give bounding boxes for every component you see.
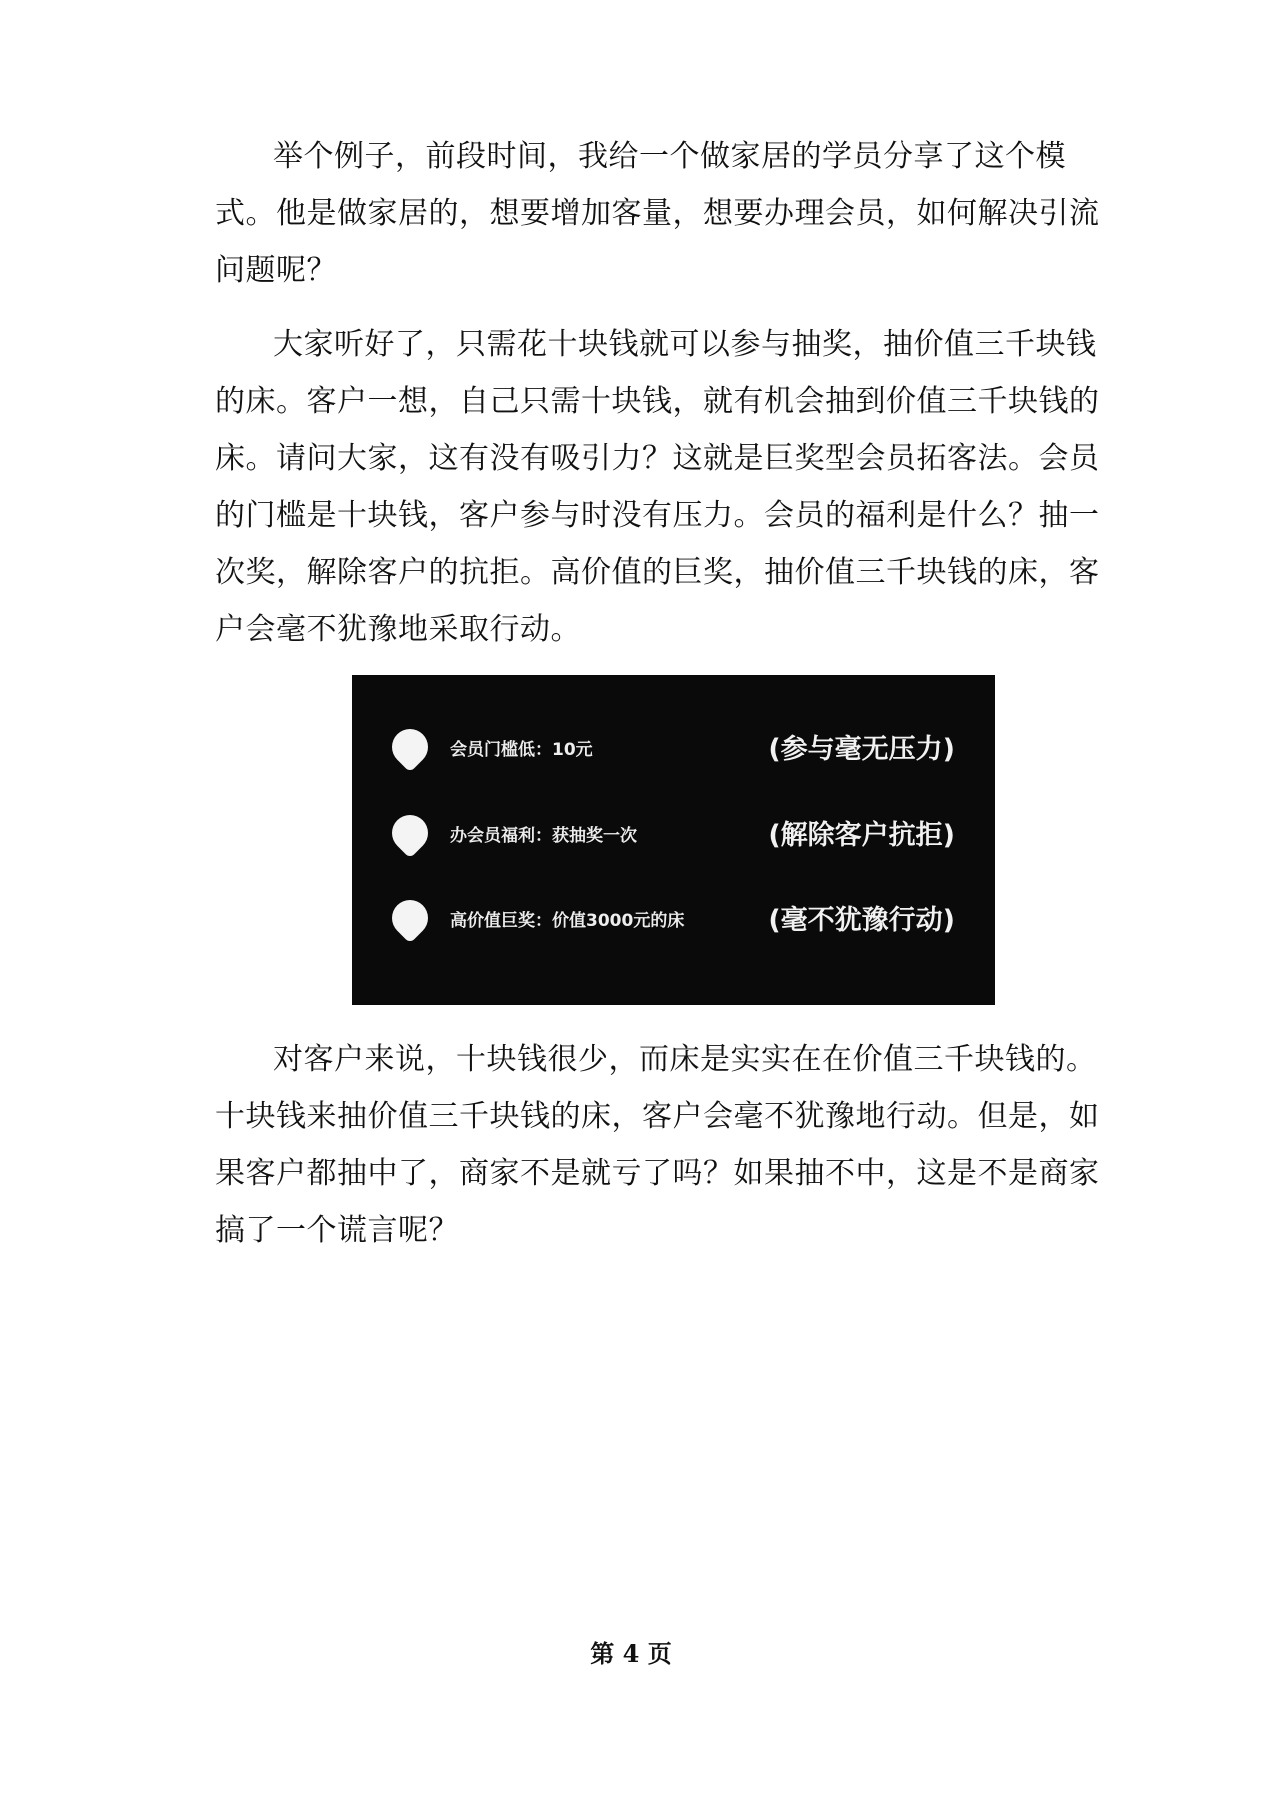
paragraph-1 [215, 128, 1100, 299]
paragraph-line: 问题呢？ [215, 253, 337, 288]
graphic-item-note: (毫不犹豫行动) [768, 905, 955, 936]
paragraph-line: 次奖，解除客户的抗拒。高价值的巨奖，抽价值三千块钱的床，客 [215, 555, 1100, 590]
graphic-item [352, 805, 995, 865]
graphic-item-text: 高价值巨奖：价值3000元的床 [450, 911, 685, 931]
graphic-item-text: 会员门槛低：10元 [450, 740, 593, 760]
graphic-item [352, 719, 995, 779]
paragraph-3 [215, 1031, 1100, 1259]
paragraph-line: 大家听好了，只需花十块钱就可以参与抽奖，抽价值三千块钱 [273, 327, 1097, 362]
bullet-badge-icon [385, 722, 436, 773]
paragraph-line: 式。他是做家居的，想要增加客量，想要办理会员，如何解决引流 [215, 196, 1100, 231]
paragraph-line: 果客户都抽中了，商家不是就亏了吗？如果抽不中，这是不是商家 [215, 1156, 1100, 1191]
membership-graphic [352, 675, 995, 1005]
graphic-item-note: (解除客户抗拒) [768, 820, 955, 851]
graphic-item-note: (参与毫无压力) [768, 734, 955, 765]
paragraph-line: 的床。客户一想，自己只需十块钱，就有机会抽到价值三千块钱的 [215, 384, 1100, 419]
paragraph-line: 搞了一个谎言呢？ [215, 1213, 459, 1248]
paragraph-line: 户会毫不犹豫地采取行动。 [215, 612, 581, 647]
paragraph-line: 十块钱来抽价值三千块钱的床，客户会毫不犹豫地行动。但是，如 [215, 1099, 1100, 1134]
graphic-item [352, 890, 995, 950]
bullet-badge-icon [385, 893, 436, 944]
paragraph-line: 的门槛是十块钱，客户参与时没有压力。会员的福利是什么？抽一 [215, 498, 1100, 533]
page-number: 第 4 页 [590, 1639, 672, 1668]
paragraph-line: 对客户来说，十块钱很少，而床是实实在在价值三千块钱的。 [273, 1042, 1097, 1077]
paragraph-line: 举个例子，前段时间，我给一个做家居的学员分享了这个模 [273, 139, 1066, 174]
graphic-item-text: 办会员福利：获抽奖一次 [450, 826, 637, 846]
paragraph-line: 床。请问大家，这有没有吸引力？这就是巨奖型会员拓客法。会员 [215, 441, 1100, 476]
paragraph-2 [215, 316, 1100, 658]
bullet-badge-icon [385, 808, 436, 859]
